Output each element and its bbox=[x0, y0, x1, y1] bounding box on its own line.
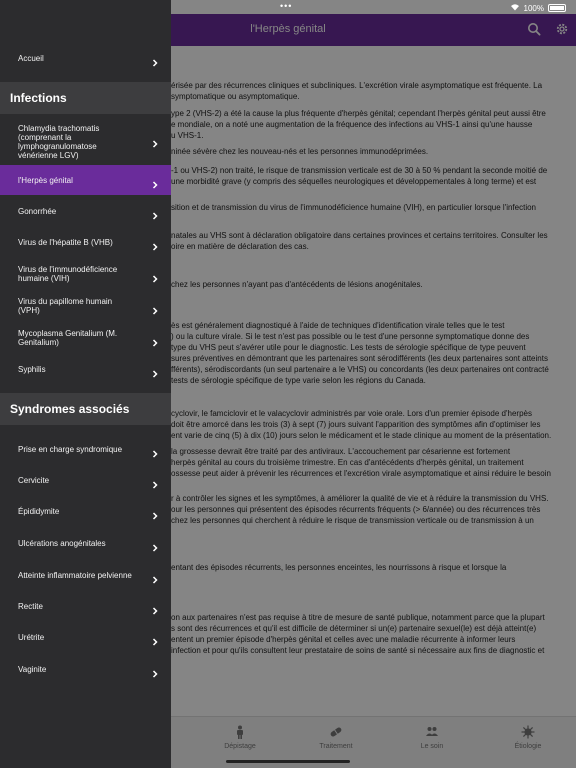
chevron-right-icon bbox=[151, 135, 159, 143]
drawer-item-label: Virus de l'hépatite B (VHB) bbox=[18, 238, 113, 247]
content-paragraph: chez les personnes n'ayant pas d'antécédents de lésions anogénitales. bbox=[171, 280, 423, 289]
tab-label: Traitement bbox=[319, 743, 353, 750]
multitasking-dots-icon[interactable]: ••• bbox=[280, 1, 293, 11]
drawer-item-label: Cervicite bbox=[18, 476, 50, 485]
home-indicator[interactable] bbox=[226, 760, 350, 763]
drawer-item-vhb[interactable] bbox=[0, 228, 171, 258]
drawer-item-label: Urétrite bbox=[18, 633, 45, 642]
battery-icon bbox=[548, 4, 566, 12]
drawer-item-label: Mycoplasma Genitalium (M. Genitalium) bbox=[18, 329, 118, 347]
content-paragraph: r à contrôler les signes et les symptômes, à améliorer la qualité de vie et à réduire la transmission du VHS. our les personnes qui présentent des épisodes récurrents fréquents (> 6/année) ou des récurrences très chez les personnes qui cherchent à réduire le risque de transmission verticale ou de transmission à un bbox=[171, 494, 549, 525]
content-paragraph: entant des épisodes récurrents, les personnes enceintes, les nourrissons à risque et lorsque la bbox=[171, 563, 507, 572]
chevron-right-icon bbox=[151, 302, 159, 310]
section-title: Infections bbox=[10, 91, 67, 105]
battery-percent: 100% bbox=[523, 3, 544, 13]
drawer-item-vaginite[interactable] bbox=[0, 655, 171, 683]
tab-label: Étiologie bbox=[514, 743, 542, 750]
section-title: Syndromes associés bbox=[10, 402, 130, 416]
drawer-item-chlamydia[interactable] bbox=[0, 115, 171, 162]
content-paragraph: ninée sévère chez les nouveau-nés et les personnes immunodéprimées. bbox=[171, 147, 429, 156]
chevron-right-icon bbox=[151, 507, 159, 515]
page-title: l'Herpès génital bbox=[250, 23, 326, 35]
drawer-item-ulcerations[interactable] bbox=[0, 529, 171, 557]
drawer-item-label: Chlamydia trachomatis (comprenant la lymphogranulomatose vénérienne LGV) bbox=[18, 124, 100, 160]
drawer-item-gonorrhee[interactable] bbox=[0, 197, 171, 227]
drawer-item-uretrite[interactable] bbox=[0, 623, 171, 651]
chevron-right-icon bbox=[151, 176, 159, 184]
chevron-right-icon bbox=[151, 270, 159, 278]
drawer-item-label: Accueil bbox=[18, 54, 44, 63]
content-paragraph: cyclovir, le famciclovir et le valacyclovir administrés par voie orale. Lors d'un premier épisode d'herpès doit être amorcé dans les trois (3) à sept (7) jours suivant l'apparition des symptômes afin d'optimiser les ent varie de cinq (5) à dix (10) jours selon le médicament et le stade clinique au moment de la présentation. bbox=[171, 409, 552, 440]
content-paragraph: natales au VHS sont à déclaration obligatoire dans certaines provinces et certains territoires. Consulter les oire en matière de déclaration des cas. bbox=[171, 231, 548, 251]
drawer-item-herpes-genital[interactable] bbox=[0, 165, 171, 195]
drawer-item-label: Virus de l'immunodéficience humaine (VIH) bbox=[18, 265, 118, 283]
drawer-item-label: Ulcérations anogénitales bbox=[18, 539, 106, 548]
side-drawer bbox=[0, 0, 171, 768]
content-paragraph: sition et de transmission du virus de l'immunodéficience humaine (VIH), en particulier lorsque l'infection bbox=[171, 203, 537, 212]
chevron-right-icon bbox=[151, 334, 159, 342]
chevron-right-icon bbox=[151, 633, 159, 641]
tab-label: Dépistage bbox=[224, 743, 256, 750]
content-paragraph: -1 ou VHS-2) non traité, le risque de transmission verticale est de 30 à 50 % pendant la seconde moitié de une morbidité grave (y compris des séquelles neurologiques et développementales à long terme) et est bbox=[171, 166, 548, 186]
drawer-item-vih[interactable] bbox=[0, 258, 171, 290]
drawer-item-label: Syphilis bbox=[18, 365, 46, 374]
drawer-item-label: Rectite bbox=[18, 602, 43, 611]
drawer-item-label: l'Herpès génital bbox=[18, 176, 73, 185]
content-paragraph: on aux partenaires n'est pas requise à titre de mesure de santé publique, notamment parce que la plupart s sont des récurrences et qu'il est difficile de déterminer si un(e) partenaire sexuel(le) est déjà atteint(e) entent un premier épisode d'herpès génital et celles avec une maladie récurrente à informer leurs infection et pour qu'ils consultent leur prestataire de soins de santé si nécessaire aux fins de diagnostic et bbox=[171, 613, 545, 655]
wifi-icon bbox=[510, 3, 520, 13]
drawer-item-label: Gonorrhée bbox=[18, 207, 57, 216]
chevron-right-icon bbox=[151, 539, 159, 547]
section-header-infections bbox=[0, 82, 171, 114]
drawer-item-label: Épididymite bbox=[18, 507, 60, 516]
drawer-item-syphilis[interactable] bbox=[0, 355, 171, 383]
chevron-right-icon bbox=[151, 365, 159, 373]
chevron-right-icon bbox=[151, 602, 159, 610]
content-paragraph: ype 2 (VHS-2) a été la cause la plus fréquente d'herpès génital; cependant l'herpès génital peut aussi être e mondiale, on a noté une augmentation de la fréquence des infections au VHS-1 ainsi qu'une hausse u VHS-1. bbox=[171, 109, 546, 140]
drawer-item-cervicite[interactable] bbox=[0, 466, 171, 494]
chevron-right-icon bbox=[151, 571, 159, 579]
drawer-item-epididymite[interactable] bbox=[0, 497, 171, 525]
content-paragraph: la grossesse devrait être traité par des antiviraux. L'accouchement par césarienne est fortement herpès génital au cours du troisième trimestre. En cas d'antécédents d'herpès génital, un traitement ossesse peut aider à prévenir les récurrences et l'excrétion virale asymptomatique et ainsi réduire le besoin bbox=[171, 447, 551, 478]
drawer-item-label: Prise en charge syndromique bbox=[18, 445, 123, 454]
drawer-item-label: Vaginite bbox=[18, 665, 47, 674]
chevron-right-icon bbox=[151, 207, 159, 215]
chevron-right-icon bbox=[151, 476, 159, 484]
drawer-item-label: Virus du papillome humain (VPH) bbox=[18, 297, 113, 315]
drawer-item-mycoplasma[interactable] bbox=[0, 322, 171, 354]
chevron-right-icon bbox=[151, 238, 159, 246]
drawer-item-atteinte-pelvienne[interactable] bbox=[0, 561, 171, 589]
drawer-item-vph[interactable] bbox=[0, 290, 171, 322]
content-paragraph: érisée par des récurrences cliniques et subcliniques. L'excrétion virale asymptomatique est fréquente. La symptomatique ou asymptomatique. bbox=[171, 81, 543, 101]
drawer-item-accueil[interactable] bbox=[0, 44, 171, 72]
drawer-item-prise-en-charge[interactable] bbox=[0, 435, 171, 463]
chevron-right-icon bbox=[151, 665, 159, 673]
section-header-syndromes bbox=[0, 393, 171, 425]
tab-label: Le soin bbox=[420, 743, 444, 750]
drawer-item-label: Atteinte inflammatoire pelvienne bbox=[18, 571, 132, 580]
content-paragraph: ès est généralement diagnostiqué à l'aide de techniques d'identification virale telles que le test ) ou la culture virale. Si le test n'est pas possible ou le test d'une personne symptomatique donne des type du VHS peut s'avérer utile pour le diagnostic. Les tests de sérologie spécifique de type peuvent sures préventives en démontrant que les partenaires sont sérodifférents (les deux partenaires sont atteints fférents), sérodiscordants (un seul partenaire a le VHS) ou concordants (les deux partenaires ont contracté tests de sérologie spécifique de type varie selon les régions du Canada. bbox=[171, 321, 549, 385]
chevron-right-icon bbox=[151, 54, 159, 62]
drawer-item-rectite[interactable] bbox=[0, 592, 171, 620]
chevron-right-icon bbox=[151, 445, 159, 453]
